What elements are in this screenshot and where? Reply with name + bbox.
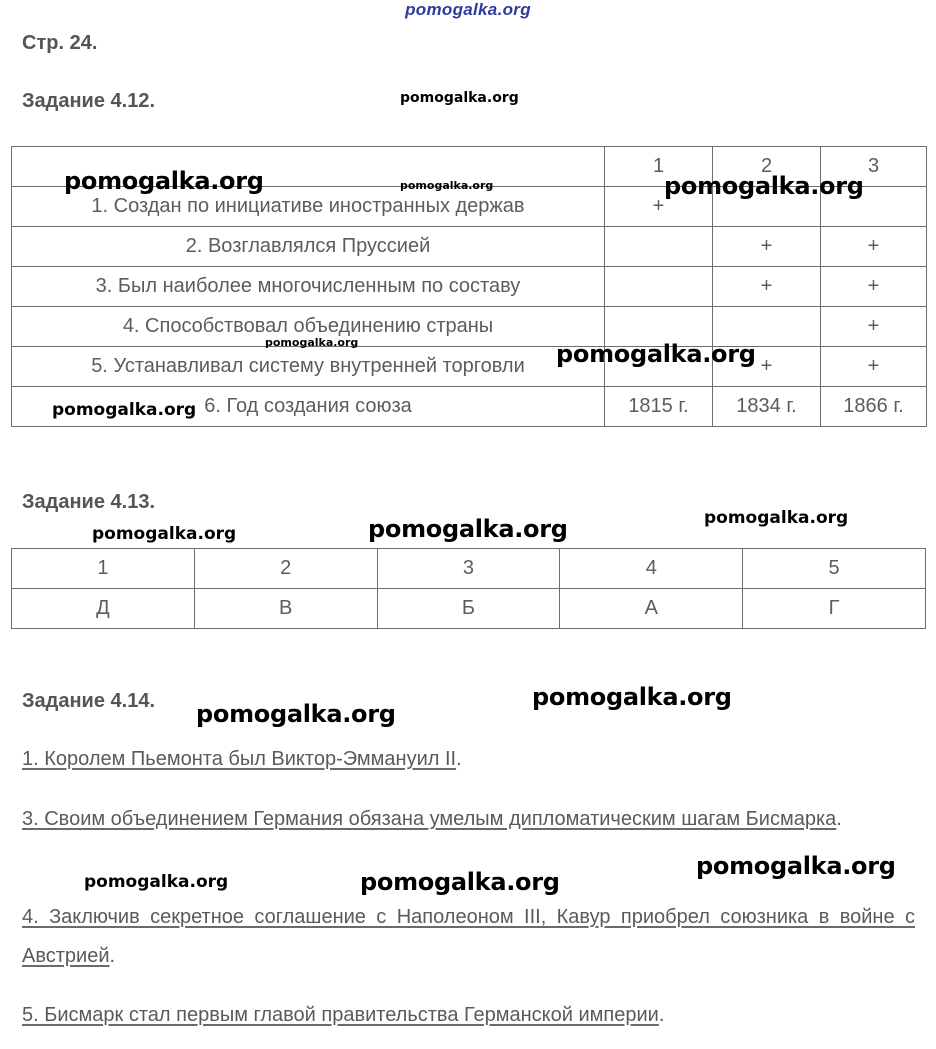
table-cell: 3 xyxy=(377,549,560,589)
table-cell: + xyxy=(821,267,927,307)
table-cell xyxy=(605,227,713,267)
task-4-13-table xyxy=(11,548,926,629)
table-cell: 5 xyxy=(743,549,926,589)
row-label: 6. Год создания союза xyxy=(12,387,605,427)
watermark: pomogalka.org xyxy=(64,167,264,195)
table-cell: 2 xyxy=(194,549,377,589)
table-cell: Д xyxy=(12,589,195,629)
answer-period: . xyxy=(836,808,842,830)
watermark: pomogalka.org xyxy=(92,524,237,544)
row-label: 2. Возглавлялся Пруссией xyxy=(12,227,605,267)
table-cell xyxy=(605,267,713,307)
page-label: Стр. 24. xyxy=(22,32,98,54)
watermark: pomogalka.org xyxy=(696,852,896,880)
row-label: 4. Способствовал объединению страны xyxy=(12,307,605,347)
table-cell: + xyxy=(713,227,821,267)
table-cell: + xyxy=(605,187,713,227)
header-cell: 1 xyxy=(605,147,713,187)
answer-text: 1. Королем Пьемонта был Виктор-Эммануил II xyxy=(22,748,457,770)
table-cell: + xyxy=(713,267,821,307)
row-label: 5. Устанавливал систему внутренней торговли xyxy=(12,347,605,387)
header-cell: 2 xyxy=(713,147,821,187)
header-cell: 3 xyxy=(821,147,927,187)
answer-period: . xyxy=(109,945,116,967)
answer-item xyxy=(22,898,915,976)
task-4-13-title: Задание 4.13. xyxy=(22,491,156,513)
table-cell: + xyxy=(713,347,821,387)
watermark: pomogalka.org xyxy=(265,336,359,349)
table-cell: 1 xyxy=(12,549,195,589)
answer-period: . xyxy=(456,748,462,770)
watermark: pomogalka.org xyxy=(360,868,560,896)
answer-item xyxy=(22,800,915,839)
table-row xyxy=(12,227,927,267)
table-cell: + xyxy=(821,227,927,267)
watermark: pomogalka.org xyxy=(704,508,849,528)
table-cell: А xyxy=(560,589,743,629)
row-label: 3. Был наиболее многочисленным по составу xyxy=(12,267,605,307)
answer-text: 5. Бисмарк стал первым главой правительства Германской империи xyxy=(22,1004,659,1026)
watermark: pomogalka.org xyxy=(196,700,396,728)
watermark: pomogalka.org xyxy=(400,179,494,192)
watermark: pomogalka.org xyxy=(664,172,864,200)
watermark: pomogalka.org xyxy=(556,340,756,368)
watermark: pomogalka.org xyxy=(368,515,568,543)
table-cell: Б xyxy=(377,589,560,629)
answer-text: 3. Своим объединением Германия обязана умелым дипломатическим шагам Бисмарка xyxy=(22,808,837,830)
watermark: pomogalka.org xyxy=(532,683,732,711)
answer-item xyxy=(22,740,915,779)
table-cell: + xyxy=(821,347,927,387)
row-label: 1. Создан по инициативе иностранных держав xyxy=(12,187,605,227)
watermark: pomogalka.org xyxy=(84,872,229,892)
watermark: pomogalka.org xyxy=(400,90,519,106)
table-cell: 1815 г. xyxy=(605,387,713,427)
table-cell: 4 xyxy=(560,549,743,589)
table-cell: В xyxy=(194,589,377,629)
table-cell: Г xyxy=(743,589,926,629)
answer-text: 4. Заключив секретное соглашение с Наполеоном III, Кавур приобрел союзника в войне с Австрией xyxy=(22,906,915,967)
task-4-12-title: Задание 4.12. xyxy=(22,90,156,112)
table-row xyxy=(12,347,927,387)
table-cell: 1866 г. xyxy=(821,387,927,427)
table-row xyxy=(12,307,927,347)
watermark: pomogalka.org xyxy=(52,400,197,420)
answer-period: . xyxy=(658,1004,665,1026)
site-watermark-top: pomogalka.org xyxy=(405,0,531,19)
table-cell: + xyxy=(821,307,927,347)
table-row xyxy=(12,549,926,589)
table-row xyxy=(12,589,926,629)
answer-item xyxy=(22,996,915,1035)
task-4-14-title: Задание 4.14. xyxy=(22,690,156,712)
table-row xyxy=(12,267,927,307)
table-cell: 1834 г. xyxy=(713,387,821,427)
